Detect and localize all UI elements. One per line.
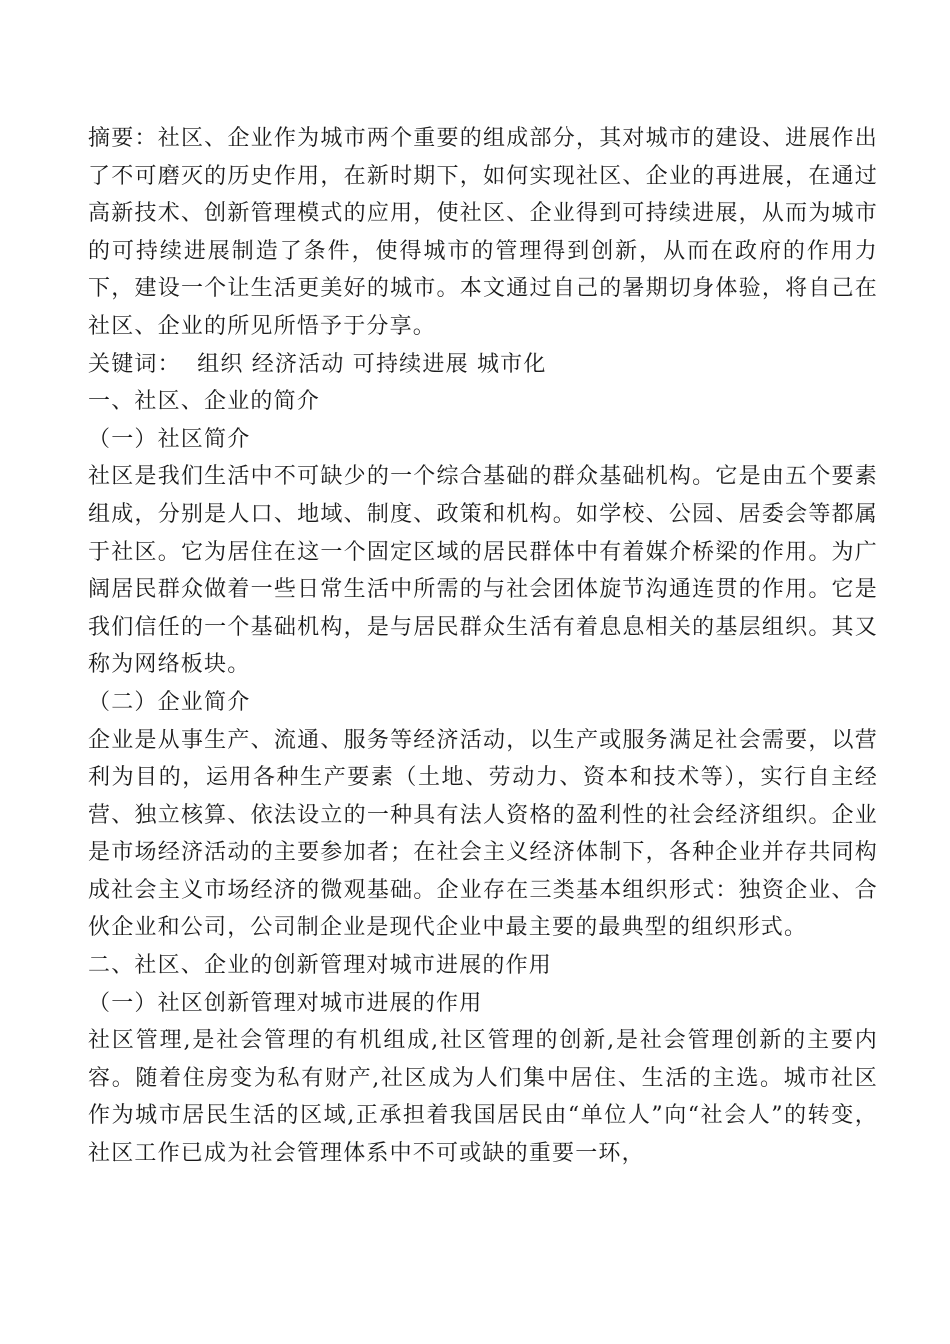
section-2-1-heading: （一）社区创新管理对城市进展的作用 <box>88 990 483 1016</box>
document-body <box>88 120 878 1173</box>
section-1-1-heading: （一）社区简介 <box>88 426 251 452</box>
keywords-line: 关键词： 组织 经济活动 可持续进展 城市化 <box>88 351 547 377</box>
section-1-heading: 一、社区、企业的简介 <box>88 389 321 415</box>
section-1-2-heading: （二）企业简介 <box>88 689 251 715</box>
community-intro-paragraph: 社区是我们生活中不可缺少的一个综合基础的群众基础机构。它是由五个要素组成，分别是人口、地域、制度、政策和机构。如学校、公园、居委会等都属于社区。它为居住在这一个固定区域的居民群体中有着媒介桥梁的作用。为广阔居民群众做着一些日常生活中所需的与社会团体旋节沟通连贯的作用。它是我们信任的一个基础机构，是与居民群众生活有着息息相关的基层组织。其又称为网络板块。 <box>88 464 878 678</box>
enterprise-intro-paragraph: 企业是从事生产、流通、服务等经济活动，以生产或服务满足社会需要，以营利为目的，运用各种生产要素（土地、劳动力、资本和技术等），实行自主经营、独立核算、依法设立的一种具有法人资格的盈利性的社会经济组织。企业是市场经济活动的主要参加者；在社会主义经济体制下，各种企业并存共同构成社会主义市场经济的微观基础。企业存在三类基本组织形式：独资企业、合伙企业和公司，公司制企业是现代企业中最主要的最典型的组织形式。 <box>88 727 878 941</box>
community-innovation-paragraph: 社区管理,是社会管理的有机组成,社区管理的创新,是社会管理创新的主要内容。随着住房变为私有财产,社区成为人们集中居住、生活的主选。城市社区作为城市居民生活的区域,正承担着我国居民由“单位人”向“社会人”的转变，社区工作已成为社会管理体系中不可或缺的重要一环， <box>88 1028 878 1167</box>
abstract-paragraph: 摘要：社区、企业作为城市两个重要的组成部分，其对城市的建设、进展作出了不可磨灭的历史作用，在新时期下，如何实现社区、企业的再进展，在通过高新技术、创新管理模式的应用，使社区、企业得到可持续进展，从而为城市的可持续进展制造了条件，使得城市的管理得到创新，从而在政府的作用力下，建设一个让生活更美好的城市。本文通过自己的暑期切身体验，将自己在社区、企业的所见所悟予于分享。 <box>88 126 878 339</box>
section-2-heading: 二、社区、企业的创新管理对城市进展的作用 <box>88 953 553 979</box>
